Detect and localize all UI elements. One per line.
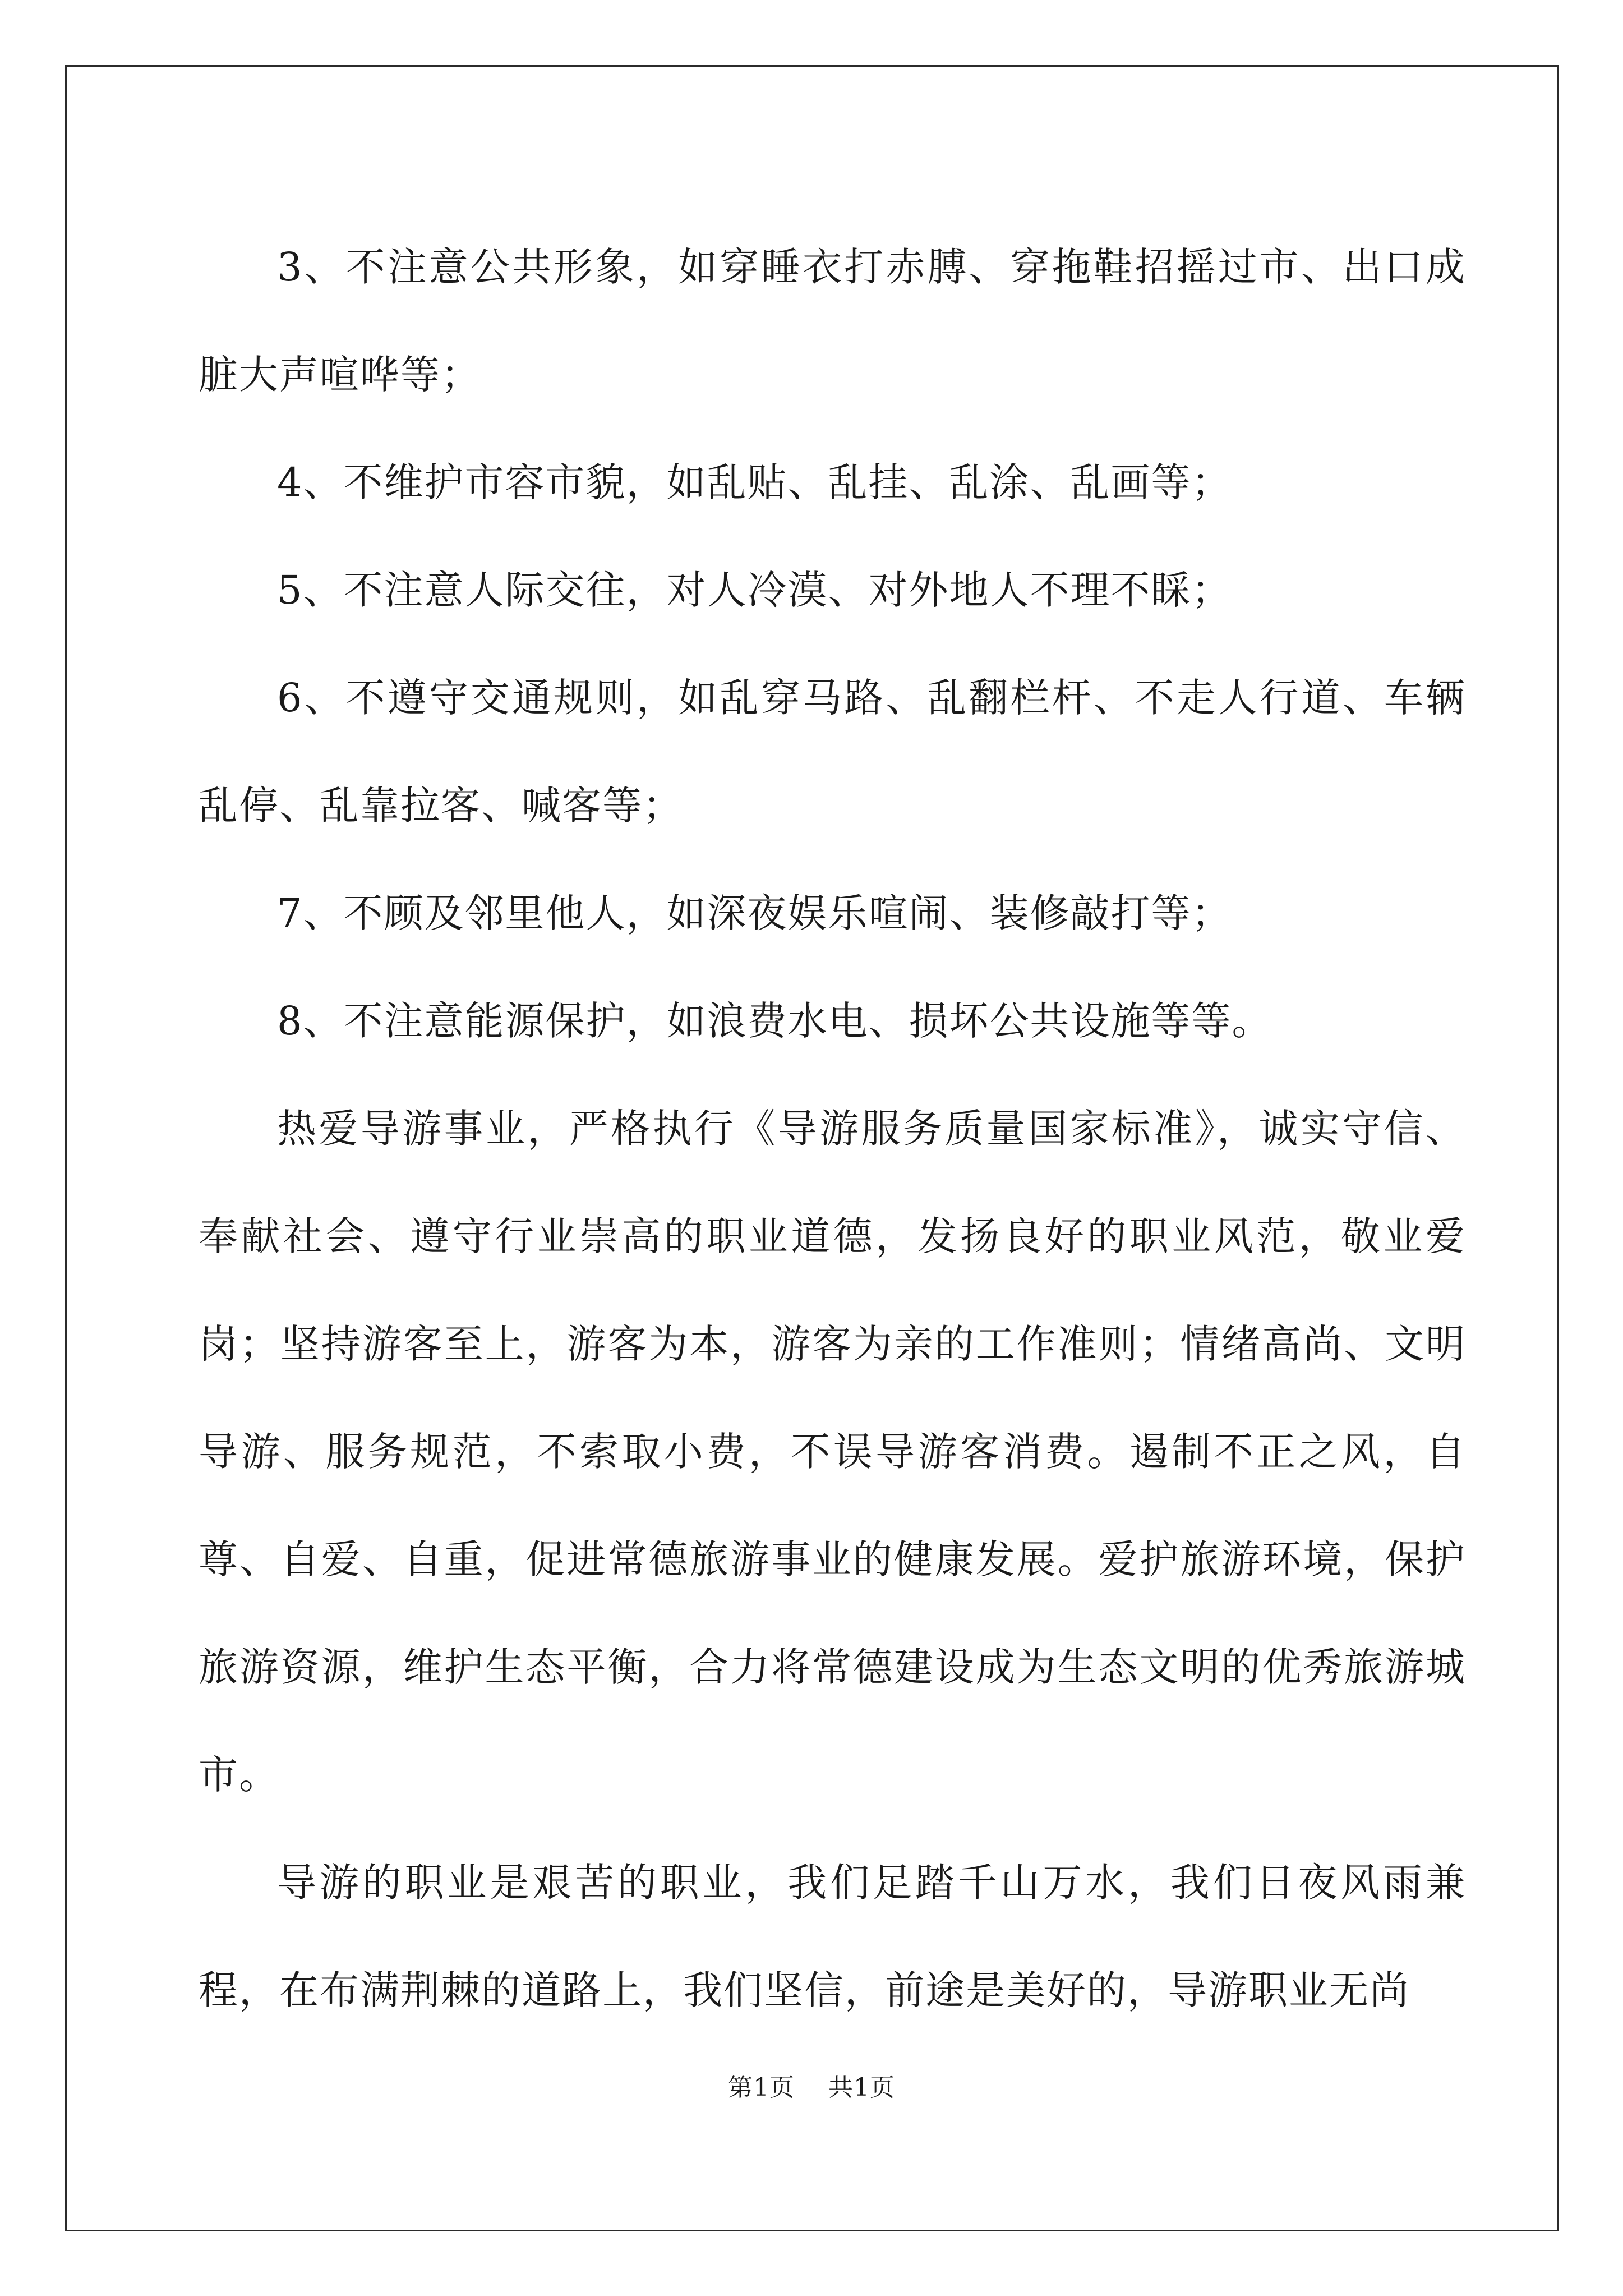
page-number-current: 第1页: [728, 2073, 795, 2102]
paragraph-item-4: 4、不维护市容市貌，如乱贴、乱挂、乱涂、乱画等；: [277, 459, 1232, 505]
paragraph-tour-guide-career: 导游的职业是艰苦的职业，我们足踏千山万水，我们日夜风雨兼程，在布满荆棘的道路上，我们坚信，前途是美好的，导游职业无尚: [199, 1860, 1466, 2013]
paragraph-item-7: 7、不顾及邻里他人，如深夜娱乐喧闹、装修敲打等；: [277, 890, 1232, 936]
paragraph-item-5: 5、不注意人际交往，对人冷漠、对外地人不理不睬；: [277, 567, 1232, 613]
paragraph-item-3: 3、不注意公共形象，如穿睡衣打赤膊、穿拖鞋招摇过市、出口成脏大声喧哗等；: [199, 244, 1466, 398]
paragraph-item-6: 6、不遵守交通规则，如乱穿马路、乱翻栏杆、不走人行道、车辆乱停、乱靠拉客、喊客等；: [199, 675, 1466, 829]
page-number-total: 共1页: [828, 2073, 895, 2102]
paragraph-tour-guide-ethics: 热爱导游事业，严格执行《导游服务质量国家标准》，诚实守信、奉献社会、遵守行业崇高的职业道德，发扬良好的职业风范，敬业爱岗；坚持游客至上，游客为本，游客为亲的工作准则；情绪高尚、文明导游、服务规范，不索取小费，不误导游客消费。遏制不正之风，自尊、自爱、自重，促进常德旅游事业的健康发展。爱护旅游环境，保护旅游资源，维护生态平衡，合力将常德建设成为生态文明的优秀旅游城市。: [199, 1106, 1466, 1798]
paragraph-item-8: 8、不注意能源保护，如浪费水电、损坏公共设施等等。: [277, 998, 1272, 1044]
document-body: [199, 213, 1466, 2044]
page-footer: [0, 2071, 1623, 2105]
